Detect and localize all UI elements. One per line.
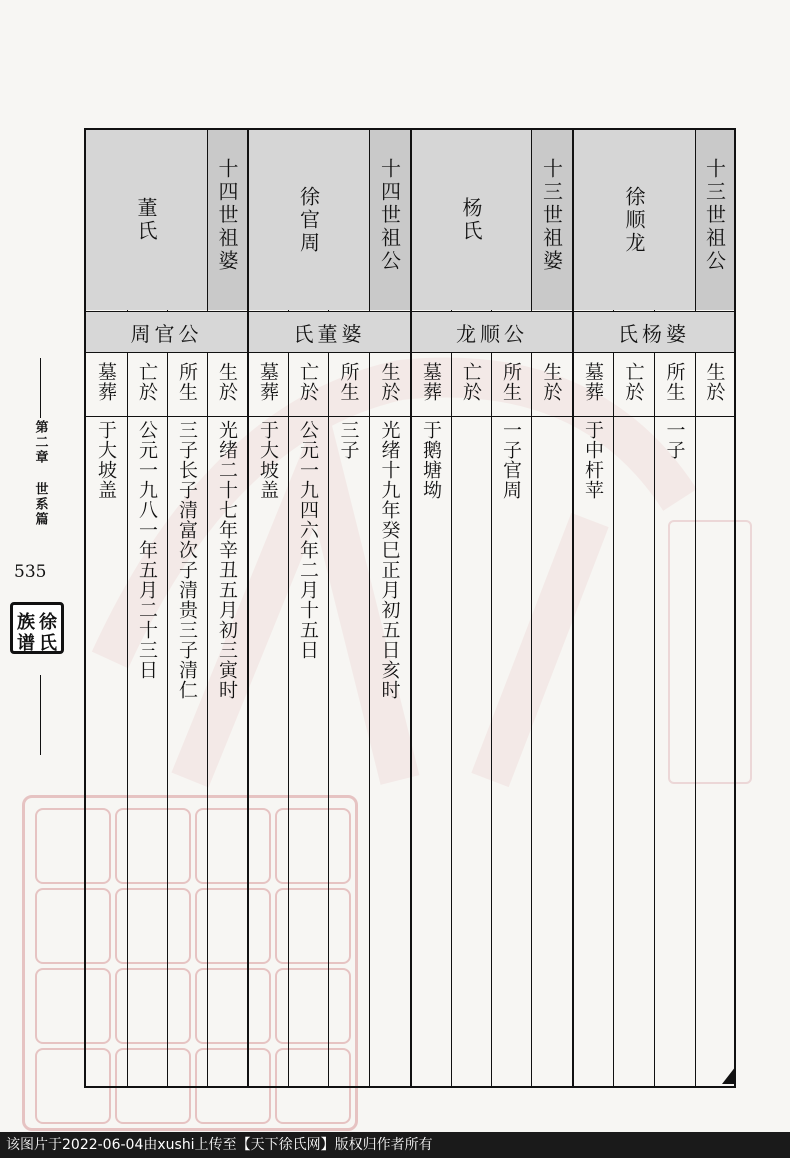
spouse-band-shunlong: 氏杨婆 <box>574 311 734 353</box>
label-burial: 墓葬 <box>257 362 279 402</box>
spouse-band-guanzhou: 氏董婆 <box>249 311 410 353</box>
genealogy-table <box>84 128 736 1088</box>
label-burial: 墓葬 <box>95 362 117 402</box>
died-value: 公元一九四六年二月十五日 <box>297 420 319 660</box>
label-born: 生於 <box>540 362 563 402</box>
margin-rule-bottom <box>40 675 41 755</box>
generation-label: 十四世祖婆 <box>215 158 239 273</box>
person-name: 董氏 <box>134 197 158 243</box>
label-born: 生於 <box>703 362 726 402</box>
label-children: 所生 <box>337 362 360 402</box>
page-corner-mark <box>722 1066 736 1084</box>
burial-value: 于鹅塘坳 <box>420 420 442 500</box>
children-value: 三子长子清富次子清贵三子清仁 <box>176 420 198 700</box>
name-header-guanzhou <box>249 130 369 310</box>
spouse-band-dong: 周官公 <box>86 311 247 353</box>
name-header-dong <box>86 130 207 310</box>
col-born-yang <box>531 130 572 1086</box>
chapter-title: 第二章 世系篇 <box>32 420 48 527</box>
died-value <box>614 420 654 1078</box>
label-died: 亡於 <box>622 362 645 402</box>
col-born-dong <box>207 130 247 1086</box>
generation-label: 十三世祖婆 <box>539 158 564 273</box>
label-born: 生於 <box>216 362 238 402</box>
born-value: 光绪二十七年辛丑五月初三寅时 <box>216 420 238 700</box>
genealogy-logo: 徐 氏 族 谱 <box>10 602 64 654</box>
col-born-shunlong <box>695 130 734 1086</box>
page-number: 535 <box>14 562 47 582</box>
generation-label: 十三世祖公 <box>702 158 727 273</box>
spouse-band-yang: 龙顺公 <box>412 311 572 353</box>
born-value <box>532 420 572 1078</box>
burial-value: 于中杆苹 <box>582 420 604 500</box>
label-children: 所生 <box>500 362 522 402</box>
generation-label: 十四世祖公 <box>377 158 402 273</box>
born-value: 光绪十九年癸巳正月初五日亥时 <box>378 420 401 700</box>
children-value: 一子官周 <box>500 420 522 500</box>
label-children: 所生 <box>663 362 686 402</box>
name-header-yang <box>412 130 531 310</box>
born-value <box>696 420 734 1078</box>
label-burial: 墓葬 <box>582 362 604 402</box>
died-value <box>452 420 491 1078</box>
label-born: 生於 <box>378 362 401 402</box>
person-name: 徐顺龙 <box>622 185 646 255</box>
children-value: 一子 <box>663 420 686 460</box>
label-died: 亡於 <box>297 362 319 402</box>
burial-value: 于大坡盖 <box>95 420 117 500</box>
col-born-guanzhou <box>369 130 410 1086</box>
person-name: 徐官周 <box>296 185 321 255</box>
label-children: 所生 <box>176 362 198 402</box>
label-died: 亡於 <box>136 362 158 402</box>
label-burial: 墓葬 <box>420 362 442 402</box>
burial-value: 于大坡盖 <box>257 420 279 500</box>
died-value: 公元一九八一年五月二十三日 <box>136 420 158 680</box>
upload-notice: 该图片于2022-06-04由xushi上传至【天下徐氏网】版权归作者所有 <box>0 1132 790 1158</box>
name-header-shunlong <box>574 130 695 310</box>
person-name: 杨氏 <box>459 197 483 243</box>
children-value: 三子 <box>337 420 360 460</box>
label-died: 亡於 <box>460 362 482 402</box>
